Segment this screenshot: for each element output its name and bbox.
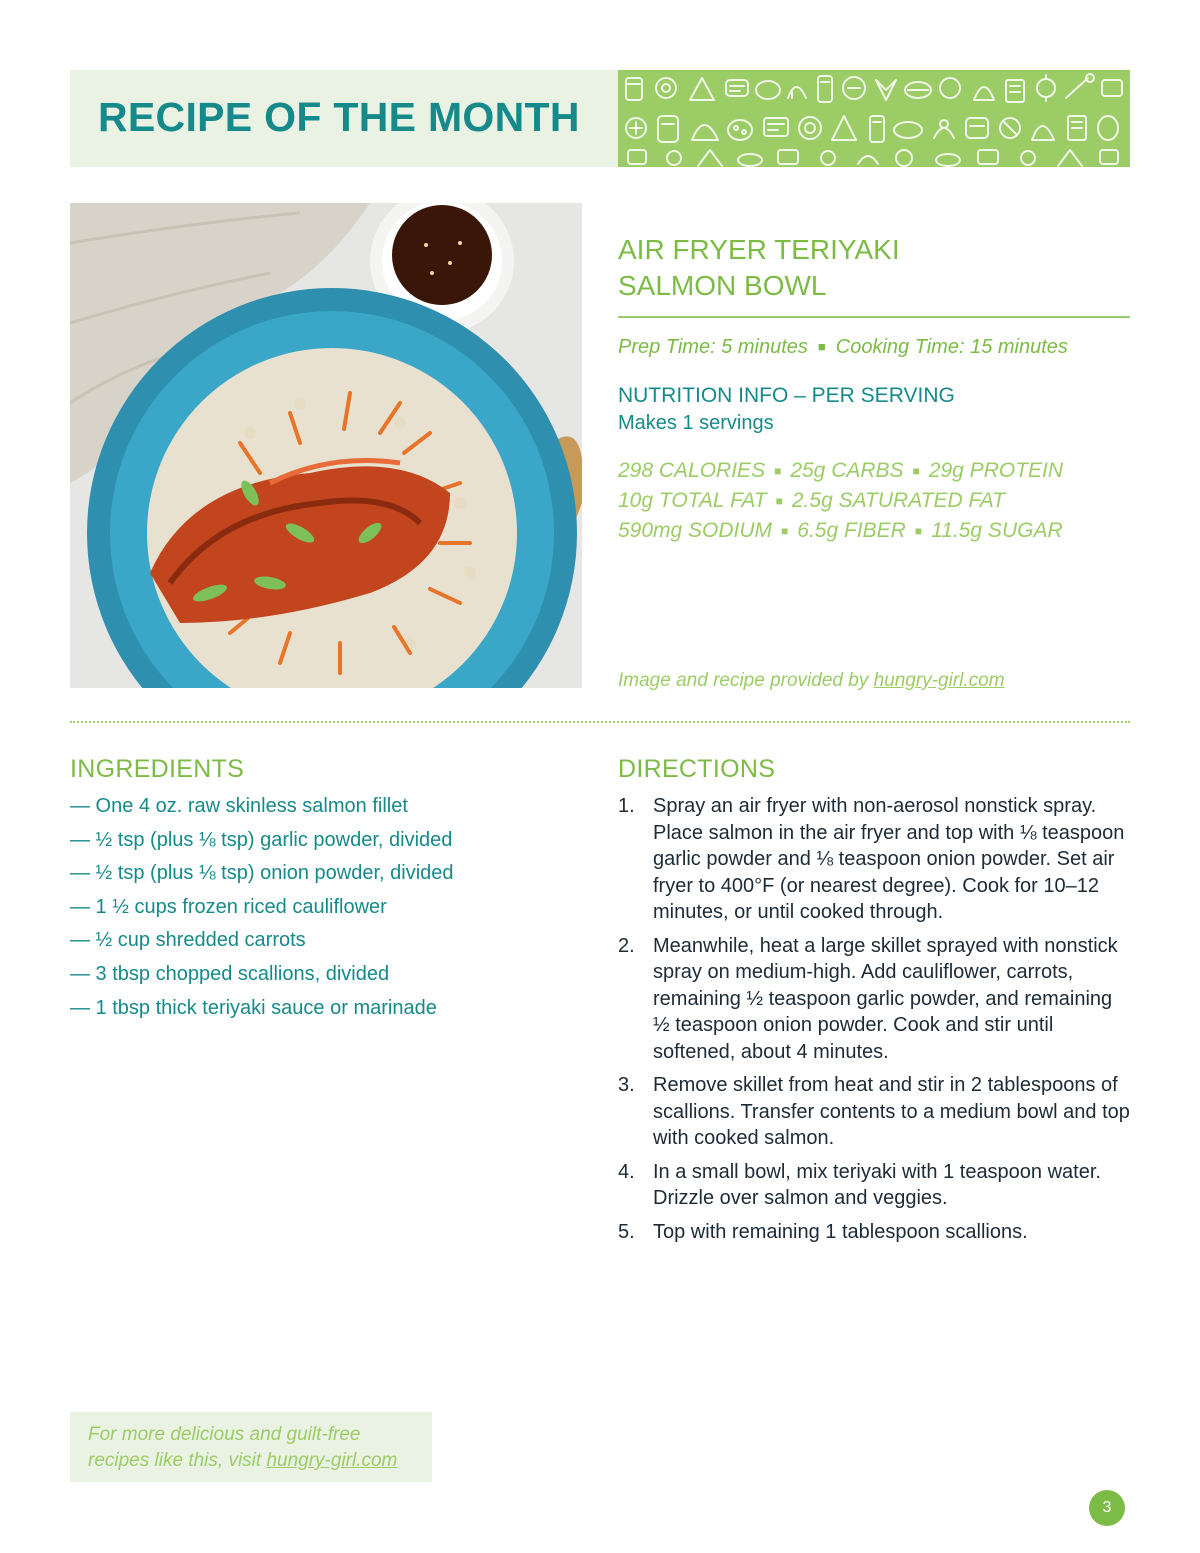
nutrition-item: 11.5g SUGAR: [931, 519, 1063, 542]
ingredient-item: — ½ tsp (plus ⅛ tsp) garlic powder, divided: [70, 828, 453, 851]
square-bullet-icon: ■: [817, 339, 826, 354]
credit-link[interactable]: hungry-girl.com: [873, 670, 1005, 691]
nutrition-line: [618, 457, 1063, 487]
direction-step: [618, 933, 1133, 1066]
step-text: Remove skillet from heat and stir in 2 tablespoons of scallions. Transfer contents to a medium bowl and top with cooked salmon.: [653, 1074, 1130, 1149]
nutrition-line: [618, 487, 1063, 517]
step-text: Meanwhile, heat a large skillet sprayed with nonstick spray on medium-high. Add cauliflower, carrots, remaining ½ teaspoon garlic powder, and remaining ½ teaspoon onion powder. Cook and stir until softened, about 4 minutes.: [653, 934, 1118, 1063]
dotted-divider: [70, 721, 1130, 723]
servings-text: Makes 1 servings: [618, 412, 774, 434]
prep-cook-times: [618, 336, 1068, 359]
nutrition-heading: NUTRITION INFO – PER SERVING: [618, 384, 955, 407]
ingredient-item: — ½ cup shredded carrots: [70, 929, 306, 952]
ingredient-item: — ½ tsp (plus ⅛ tsp) onion powder, divided: [70, 862, 454, 885]
nutrition-item: 2.5g SATURATED FAT: [791, 489, 1006, 512]
step-text: Top with remaining 1 tablespoon scallions.: [653, 1220, 1028, 1243]
square-bullet-icon: ■: [781, 524, 789, 538]
square-bullet-icon: ■: [912, 464, 920, 478]
promo-text: [88, 1422, 428, 1474]
header-banner: [70, 70, 1130, 167]
step-number: 1.: [618, 795, 635, 817]
prep-time: Prep Time: 5 minutes: [618, 336, 808, 358]
directions-list: [618, 793, 1133, 1252]
salmon-bowl-image: [70, 203, 582, 688]
page-title: RECIPE OF THE MONTH: [98, 94, 580, 140]
ingredients-heading: INGREDIENTS: [70, 755, 245, 783]
promo-line1: For more delicious and guilt-free: [88, 1424, 361, 1445]
square-bullet-icon: ■: [914, 524, 923, 538]
ingredient-item: — One 4 oz. raw skinless salmon fillet: [70, 795, 408, 817]
credit-text: Image and recipe provided by: [618, 670, 874, 691]
square-bullet-icon: ■: [774, 464, 782, 478]
cooking-time: Cooking Time: 15 minutes: [835, 336, 1068, 358]
direction-step: [618, 1219, 1133, 1246]
direction-step: [618, 1072, 1133, 1152]
direction-step: [618, 1159, 1133, 1212]
ingredient-item: — 1 tbsp thick teriyaki sauce or marinade: [70, 996, 437, 1019]
recipe-title-line2: SALMON BOWL: [618, 270, 827, 301]
recipe-title: [618, 232, 1118, 304]
nutrition-line: [618, 517, 1063, 547]
doodle-pattern-icon: [618, 70, 1130, 167]
nutrition-item: 298 CALORIES: [618, 459, 766, 482]
step-number: 5.: [618, 1220, 635, 1243]
ingredients-list: [70, 792, 454, 1027]
step-number: 2.: [618, 934, 635, 957]
promo-link[interactable]: hungry-girl.com: [266, 1450, 398, 1471]
step-number: 4.: [618, 1160, 635, 1183]
step-text: Spray an air fryer with non-aerosol nonstick spray. Place salmon in the air fryer and top with ⅛ teaspoon garlic powder and ⅛ teaspoon onion powder. Set air fryer to 400°F (or nearest degree). Cook for 10–12 minutes, or until cooked through.: [653, 795, 1125, 923]
image-credit: [618, 670, 1005, 692]
nutrition-facts: [618, 457, 1063, 547]
directions-heading: DIRECTIONS: [618, 755, 776, 783]
nutrition-item: 6.5g FIBER: [797, 519, 906, 542]
page-number-badge: 3: [1089, 1490, 1125, 1526]
nutrition-item: 590mg SODIUM: [618, 519, 773, 542]
ingredient-item: — 3 tbsp chopped scallions, divided: [70, 962, 390, 985]
promo-box: [70, 1412, 432, 1482]
recipe-title-line1: AIR FRYER TERIYAKI: [618, 234, 900, 265]
square-bullet-icon: ■: [775, 494, 783, 508]
step-number: 3.: [618, 1074, 635, 1096]
food-doodle-pattern: [618, 70, 1130, 167]
nutrition-item: 25g CARBS: [790, 459, 904, 482]
nutrition-item: 10g TOTAL FAT: [618, 489, 767, 512]
direction-step: [618, 793, 1133, 926]
nutrition-item: 29g PROTEIN: [928, 459, 1064, 482]
promo-line2: recipes like this, visit: [88, 1450, 267, 1471]
ingredient-item: — 1 ½ cups frozen riced cauliflower: [70, 895, 387, 918]
step-text: In a small bowl, mix teriyaki with 1 teaspoon water. Drizzle over salmon and veggies.: [653, 1160, 1101, 1209]
title-divider: [618, 316, 1130, 318]
recipe-photo: [70, 203, 582, 688]
